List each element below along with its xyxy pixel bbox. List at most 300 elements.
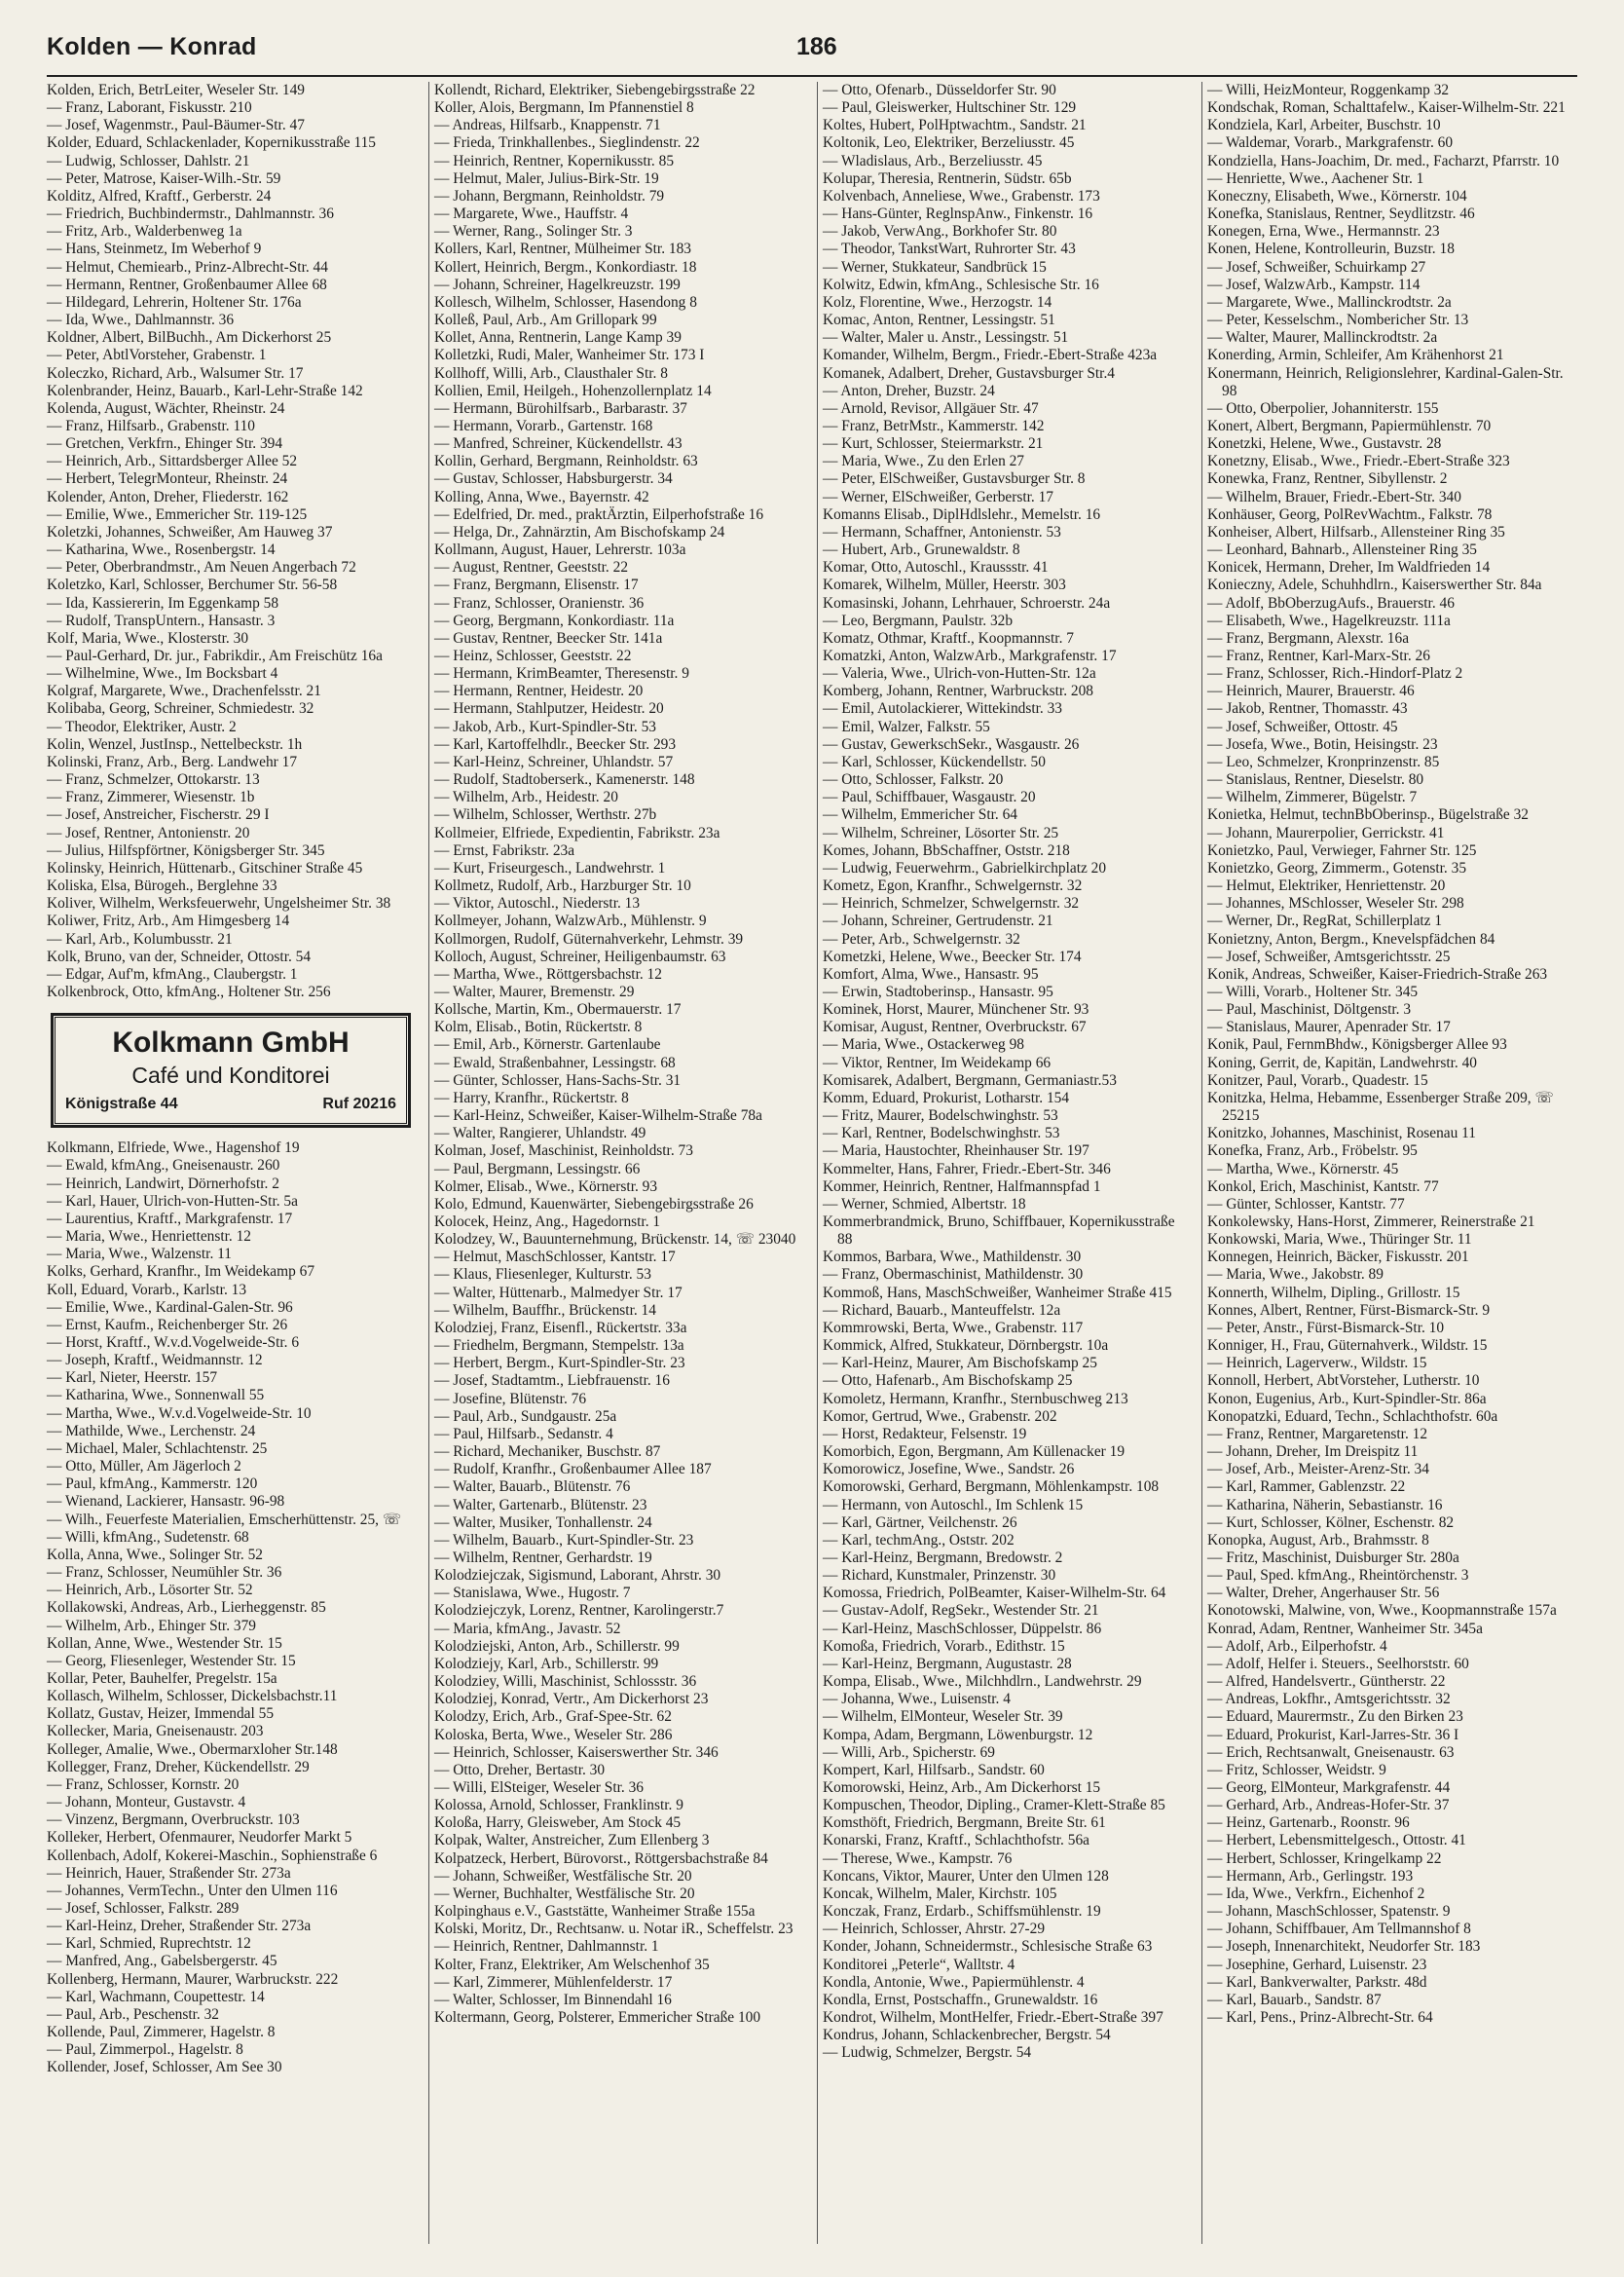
directory-entry: — Manfred, Ang., Gabelsbergerstr. 45	[47, 1953, 277, 1970]
directory-entry: — Emil, Arb., Körnerstr. Gartenlaube	[434, 1036, 661, 1054]
directory-entry: — Hubert, Arb., Grunewaldstr. 8	[823, 541, 1020, 559]
directory-entry: — Maria, Wwe., Walzenstr. 11	[47, 1246, 232, 1263]
directory-entry: — Joseph, Innenarchitekt, Neudorfer Str. 183	[1207, 1938, 1481, 1956]
directory-entry: Kolgraf, Margarete, Wwe., Drachenfelsstr. 21	[47, 683, 321, 700]
directory-entry: — Josef, Stadtamtm., Liebfrauenstr. 16	[434, 1372, 670, 1390]
directory-entry: — Hermann, Stahlputzer, Heidestr. 20	[434, 700, 664, 718]
directory-entry: Kommoß, Hans, MaschSchweißer, Wanheimer Straße 415	[823, 1284, 1172, 1301]
directory-entry: Kolden, Erich, BetrLeiter, Weseler Str. 149	[47, 82, 305, 98]
directory-entry: Komarek, Wilhelm, Müller, Heerstr. 303	[823, 577, 1066, 594]
directory-entry: — Johann, Maurerpolier, Gerrickstr. 41	[1207, 824, 1445, 841]
directory-entry: Kollan, Anne, Wwe., Westender Str. 15	[47, 1634, 282, 1652]
directory-entry: Kolpak, Walter, Anstreicher, Zum Ellenberg 3	[434, 1832, 710, 1849]
directory-entry: Kolvenbach, Anneliese, Wwe., Grabenstr. 173	[823, 187, 1100, 205]
directory-entry: Koloßa, Harry, Gleisweber, Am Stock 45	[434, 1814, 682, 1832]
directory-entry: — Therese, Wwe., Kampstr. 76	[823, 1849, 1013, 1867]
directory-entry: — Erwin, Stadtoberinsp., Hansastr. 95	[823, 983, 1053, 1000]
ad-street: Königstraße 44	[65, 1096, 178, 1113]
directory-entry: — Fritz, Maschinist, Duisburger Str. 280a	[1207, 1549, 1459, 1566]
directory-entry: Konnoll, Herbert, AbtVorsteher, Lutherstr. 10	[1207, 1372, 1480, 1390]
directory-entry: Konheiser, Albert, Hilfsarb., Allensteiner Ring 35	[1207, 523, 1505, 541]
directory-entry: Koliwer, Fritz, Arb., Am Himgesberg 14	[47, 913, 290, 930]
directory-entry: — Otto, Oberpolier, Johanniterstr. 155	[1207, 399, 1439, 417]
directory-entry: — Karl, techmAng., Oststr. 202	[823, 1531, 1015, 1549]
directory-entry: — Kurt, Schlosser, Kölner, Eschenstr. 82	[1207, 1513, 1455, 1531]
directory-entry: Koliska, Elsa, Bürogeh., Berglehne 33	[47, 877, 277, 895]
directory-entry: — Maria, Wwe., Zu den Erlen 27	[823, 453, 1024, 470]
directory-entry: — Josef, Arb., Meister-Arenz-Str. 34	[1207, 1461, 1429, 1478]
directory-entry: — Joseph, Kraftf., Weidmannstr. 12	[47, 1352, 263, 1369]
directory-entry: Kommerbrandmick, Bruno, Schiffbauer, Kopernikusstraße 88	[823, 1213, 1175, 1249]
directory-entry: — Ernst, Fabrikstr. 23a	[434, 841, 575, 859]
directory-entry: Kollmann, August, Hauer, Lehrerstr. 103a	[434, 541, 686, 559]
directory-entry: — Ewald, Straßenbahner, Lessingstr. 68	[434, 1054, 676, 1071]
directory-entry: Konditorei „Peterle“, Walltstr. 4	[823, 1956, 1015, 1973]
directory-entry: — Heinrich, Arb., Lösorter Str. 52	[47, 1582, 253, 1599]
directory-entry: — Rudolf, Kranfhr., Großenbaumer Allee 187	[434, 1461, 712, 1478]
directory-entry: Koneczny, Elisabeth, Wwe., Körnerstr. 104	[1207, 187, 1467, 205]
directory-entry: — Arnold, Revisor, Allgäuer Str. 47	[823, 399, 1039, 417]
directory-entry: — Fritz, Maurer, Bodelschwinghstr. 53	[823, 1107, 1058, 1125]
directory-entry: — Horst, Kraftf., W.v.d.Vogelweide-Str. 6	[47, 1334, 300, 1351]
directory-entry: Kolleker, Herbert, Ofenmaurer, Neudorfer Markt 5	[47, 1829, 352, 1847]
directory-entry: — Josefine, Blütenstr. 76	[434, 1390, 587, 1407]
directory-entry: — Josef, Schweißer, Amtsgerichtsstr. 25	[1207, 948, 1451, 965]
directory-entry: Konder, Johann, Schneidermstr., Schlesische Straße 63	[823, 1938, 1153, 1956]
directory-entry: — Karl, Zimmerer, Mühlenfelderstr. 17	[434, 1973, 673, 1991]
directory-entry: — Karl-Heinz, MaschSchlosser, Düppelstr. 86	[823, 1620, 1102, 1637]
directory-entry: — Karl-Heinz, Bergmann, Bredowstr. 2	[823, 1549, 1063, 1566]
directory-entry: Konitzka, Helma, Hebamme, Essenberger Straße 209, ☏ 25215	[1207, 1089, 1554, 1125]
directory-entry: — Franz, Bergmann, Alexstr. 16a	[1207, 629, 1410, 647]
directory-entry: — Martha, Wwe., Röttgersbachstr. 12	[434, 965, 662, 983]
directory-entry: — Emil, Autolackierer, Wittekindstr. 33	[823, 700, 1062, 718]
directory-entry: — Adolf, Helfer i. Steuers., Seelhorststr. 60	[1207, 1655, 1469, 1672]
directory-entry: — Martha, Wwe., W.v.d.Vogelweide-Str. 10	[47, 1404, 312, 1422]
directory-entry: Kollegger, Franz, Dreher, Kückendellstr. 29	[47, 1758, 310, 1775]
directory-entry: — Johannes, MSchlosser, Weseler Str. 298	[1207, 895, 1464, 913]
directory-entry: — Friedrich, Buchbindermstr., Dahlmannstr. 36	[47, 205, 334, 223]
directory-entry: Komorowski, Gerhard, Bergmann, Möhlenkampstr. 108	[823, 1478, 1160, 1496]
directory-entry: — Karl-Heinz, Bergmann, Augustastr. 28	[823, 1655, 1072, 1672]
directory-entry: Konewka, Franz, Rentner, Sibyllenstr. 2	[1207, 470, 1448, 488]
directory-entry: — Karl, Schmied, Ruprechtstr. 12	[47, 1935, 251, 1953]
directory-entry: Konermann, Heinrich, Religionslehrer, Kardinal-Galen-Str. 98	[1207, 364, 1564, 399]
directory-entry: — Josef, Schweißer, Schuirkamp 27	[1207, 258, 1426, 276]
page-number: 186	[796, 33, 837, 60]
directory-entry: — Leo, Bergmann, Paulstr. 32b	[823, 612, 1014, 629]
ad-phone: Ruf 20216	[322, 1096, 396, 1113]
directory-entry: — Josephine, Gerhard, Luisenstr. 23	[1207, 1956, 1427, 1973]
directory-entry: Kollendt, Richard, Elektriker, Siebengebirgsstraße 22	[434, 82, 756, 98]
directory-entry: — Herbert, Lebensmittelgesch., Ottostr. 41	[1207, 1832, 1466, 1849]
directory-entry: Kollakowski, Andreas, Arb., Lierheggenstr. 85	[47, 1599, 326, 1617]
directory-entry: — Heinrich, Hauer, Straßender Str. 273a	[47, 1864, 291, 1882]
directory-entry: — Hermann, Bürohilfsarb., Barbarastr. 37	[434, 399, 687, 417]
directory-entry: — Gustav-Adolf, RegSekr., Westender Str. 21	[823, 1602, 1099, 1620]
directory-entry: — Gerhard, Arb., Andreas-Hofer-Str. 37	[1207, 1797, 1450, 1814]
directory-entry: Komar, Otto, Autoschl., Kraussstr. 41	[823, 559, 1049, 577]
directory-entry: Kolletzki, Rudi, Maler, Wanheimer Str. 173 I	[434, 347, 705, 364]
directory-entry: Konopatzki, Eduard, Techn., Schlachthofstr. 60a	[1207, 1407, 1498, 1425]
directory-entry: Kolleger, Amalie, Wwe., Obermarxloher Str.148	[47, 1740, 338, 1758]
directory-entry: Kollasch, Wilhelm, Schlosser, Dickelsbachstr.11	[47, 1688, 338, 1705]
directory-entry: — Michael, Maler, Schlachtenstr. 25	[47, 1439, 268, 1457]
directory-entry: — Walter, Maurer, Mallinckrodtstr. 2a	[1207, 329, 1438, 347]
directory-entry: Kolling, Anna, Wwe., Bayernstr. 42	[434, 488, 649, 505]
directory-entry: — Peter, ElSchweißer, Gustavsburger Str. 8	[823, 470, 1086, 488]
directory-entry: — Otto, Hafenarb., Am Bischofskamp 25	[823, 1372, 1073, 1390]
directory-entry: — Peter, AbtlVorsteher, Grabenstr. 1	[47, 347, 267, 364]
directory-entry: Kolkmann, Elfriede, Wwe., Hagenshof 19	[47, 1139, 300, 1157]
directory-entry: Komfort, Alma, Wwe., Hansastr. 95	[823, 965, 1039, 983]
directory-entry: Konopka, August, Arb., Brahmsstr. 8	[1207, 1531, 1429, 1549]
directory-entry: Konhäuser, Georg, PolRevWachtm., Falkstr. 78	[1207, 505, 1493, 523]
directory-entry: — Henriette, Wwe., Aachener Str. 1	[1207, 169, 1424, 187]
directory-entry: — Karl, Nieter, Heerstr. 157	[47, 1369, 218, 1387]
directory-entry: — Ludwig, Schlosser, Dahlstr. 21	[47, 152, 250, 169]
directory-entry: Kolibaba, Georg, Schreiner, Schmiedestr. 32	[47, 700, 314, 718]
directory-entry: Kollender, Josef, Schlosser, Am See 30	[47, 2059, 282, 2076]
directory-entry: — Klaus, Fliesenleger, Kulturstr. 53	[434, 1266, 651, 1284]
directory-entry: — Ewald, kfmAng., Gneisenaustr. 260	[47, 1157, 280, 1175]
directory-entry: Koller, Alois, Bergmann, Im Pfannenstiel 8	[434, 99, 694, 117]
directory-entry: Kollende, Paul, Zimmerer, Hagelstr. 8	[47, 2024, 276, 2041]
directory-entry: — Valeria, Wwe., Ulrich-von-Hutten-Str. 12a	[823, 665, 1096, 683]
directory-entry: Koning, Gerrit, de, Kapitän, Landwehrstr. 40	[1207, 1054, 1477, 1071]
directory-entry: — Julius, Hilfspförtner, Königsberger Str. 345	[47, 841, 325, 859]
directory-entry: — Willi, Vorarb., Holtener Str. 345	[1207, 983, 1419, 1000]
directory-entry: — Frieda, Trinkhallenbes., Sieglindenstr. 22	[434, 134, 700, 152]
directory-entry: Kolman, Josef, Maschinist, Reinholdstr. 73	[434, 1142, 693, 1160]
directory-entry: — Herbert, Bergm., Kurt-Spindler-Str. 23	[434, 1355, 685, 1372]
directory-entry: Koltes, Hubert, PolHptwachtm., Sandstr. 21	[823, 117, 1087, 134]
directory-entry: — Maria, Wwe., Henriettenstr. 12	[47, 1228, 251, 1246]
directory-entry: — Wilhelm, Schlosser, Werthstr. 27b	[434, 806, 657, 824]
directory-entry: Kommer, Heinrich, Rentner, Halfmannspfad 1	[823, 1177, 1101, 1195]
directory-entry: Kominek, Horst, Maurer, Münchener Str. 93	[823, 1001, 1089, 1019]
directory-entry: Kollmeier, Elfriede, Expedientin, Fabrikstr. 23a	[434, 824, 720, 841]
directory-entry: Kollsche, Martin, Km., Obermauerstr. 17	[434, 1001, 682, 1019]
directory-entry: — Edelfried, Dr. med., praktÄrztin, Eilperhofstraße 16	[434, 505, 764, 523]
directory-entry: — Hermann, KrimBeamter, Theresenstr. 9	[434, 665, 689, 683]
directory-entry: Kolditz, Alfred, Kraftf., Gerberstr. 24	[47, 187, 272, 205]
directory-entry: — Emilie, Wwe., Kardinal-Galen-Str. 96	[47, 1298, 293, 1316]
directory-entry: — Hermann, von Autoschl., Im Schlenk 15	[823, 1496, 1084, 1513]
directory-entry: — Richard, Bauarb., Manteuffelstr. 12a	[823, 1301, 1061, 1319]
directory-entry: Konicek, Hermann, Dreher, Im Waldfrieden 14	[1207, 559, 1491, 577]
directory-entry: — Alfred, Handelsvertr., Güntherstr. 22	[1207, 1673, 1446, 1691]
directory-entry: Kolodzey, W., Bauunternehmung, Brückenstr. 14, ☏ 23040	[434, 1231, 796, 1249]
directory-entry: Konietka, Helmut, technBbOberinsp., Bügelstraße 32	[1207, 806, 1529, 824]
directory-entry: — Viktor, Rentner, Im Weidekamp 66	[823, 1054, 1052, 1071]
directory-entry: Kolodzy, Erich, Arb., Graf-Spee-Str. 62	[434, 1708, 672, 1726]
directory-entry: Kollin, Gerhard, Bergmann, Reinholdstr. 63	[434, 453, 698, 470]
directory-entry: — Franz, Schmelzer, Ottokarstr. 13	[47, 771, 260, 789]
directory-entry: — Wilhelm, ElMonteur, Weseler Str. 39	[823, 1708, 1063, 1726]
directory-entry: — Franz, Rentner, Karl-Marx-Str. 26	[1207, 648, 1430, 664]
directory-entry: — Theodor, Elektriker, Austr. 2	[47, 718, 237, 735]
directory-entry: — Walter, Bauarb., Blütenstr. 76	[434, 1478, 631, 1496]
directory-entry: — Johann, Monteur, Gustavstr. 4	[47, 1794, 246, 1811]
directory-entry: — Willi, kfmAng., Sudetenstr. 68	[47, 1528, 249, 1546]
directory-entry: — Gustav, Schlosser, Habsburgerstr. 34	[434, 470, 673, 488]
directory-entry: — Otto, Dreher, Bertastr. 30	[434, 1761, 606, 1778]
directory-entry: — Paul, Zimmerpol., Hagelstr. 8	[47, 2041, 243, 2059]
directory-entry: — Werner, Schmied, Albertstr. 18	[823, 1195, 1026, 1213]
directory-entry: — Franz, Zimmerer, Wiesenstr. 1b	[47, 789, 255, 806]
directory-entry: — Wilhelm, Schreiner, Lösorter Str. 25	[823, 824, 1059, 841]
directory-entry: Konik, Paul, FernmBhdw., Königsberger Allee 93	[1207, 1036, 1507, 1054]
directory-column-3	[823, 82, 1193, 2063]
directory-entry: Kondschak, Roman, Schalttafelw., Kaiser-Wilhelm-Str. 221	[1207, 99, 1566, 117]
directory-entry: — Hermann, Vorarb., Gartenstr. 168	[434, 417, 653, 434]
directory-entry: Kolm, Elisab., Botin, Rückertstr. 8	[434, 1019, 643, 1036]
directory-entry: Kollecker, Maria, Gneisenaustr. 203	[47, 1723, 264, 1740]
directory-entry: — Gretchen, Verkfrn., Ehinger Str. 394	[47, 435, 283, 453]
directory-entry: — Hans-Günter, ReglnspAnw., Finkenstr. 16	[823, 205, 1093, 223]
directory-entry: — Karl, Bankverwalter, Parkstr. 48d	[1207, 1973, 1427, 1991]
directory-entry: Komoßa, Friedrich, Vorarb., Edithstr. 15	[823, 1637, 1065, 1655]
directory-entry: Kolk, Bruno, van der, Schneider, Ottostr. 54	[47, 948, 312, 965]
directory-entry: Konnegen, Heinrich, Bäcker, Fiskusstr. 201	[1207, 1249, 1469, 1266]
directory-entry: Kolski, Moritz, Dr., Rechtsanw. u. Notar iR., Scheffelstr. 23	[434, 1921, 794, 1938]
directory-entry: — Hans, Steinmetz, Im Weberhof 9	[47, 241, 262, 258]
directory-entry: — Margarete, Wwe., Hauffstr. 4	[434, 205, 629, 223]
directory-entry: — Ludwig, Schmelzer, Bergstr. 54	[823, 2044, 1032, 2062]
header-rule	[47, 75, 1577, 77]
directory-entry: — Paul, Hilfsarb., Sedanstr. 4	[434, 1425, 613, 1442]
directory-entry: — Helmut, Chemiearb., Prinz-Albrecht-Str. 44	[47, 258, 328, 276]
directory-entry: Komorbich, Egon, Bergmann, Am Küllenacker 19	[823, 1443, 1126, 1461]
directory-entry: Kolwitz, Edwin, kfmAng., Schlesische Str. 16	[823, 276, 1099, 293]
directory-entry: — Wilhelm, Bauffhr., Brückenstr. 14	[434, 1301, 656, 1319]
directory-entry: — Leo, Schmelzer, Kronprinzenstr. 85	[1207, 753, 1440, 770]
directory-entry: Kolupar, Theresia, Rentnerin, Südstr. 65b	[823, 169, 1072, 187]
directory-entry: — Emilie, Wwe., Emmericher Str. 119-125	[47, 505, 308, 523]
directory-entry: Kolinski, Franz, Arb., Berg. Landwehr 17	[47, 753, 298, 770]
directory-entry: Kometzki, Helene, Wwe., Beecker Str. 174	[823, 948, 1082, 965]
directory-entry: — Paul, Gleiswerker, Hultschiner Str. 129	[823, 99, 1077, 117]
directory-entry: — Walter, Musiker, Tonhallenstr. 24	[434, 1513, 652, 1531]
directory-entry: Kolpinghaus e.V., Gaststätte, Wanheimer Straße 155a	[434, 1903, 756, 1921]
directory-entry: — August, Rentner, Geeststr. 22	[434, 559, 629, 577]
directory-entry: — Franz, BetrMstr., Kammerstr. 142	[823, 417, 1045, 434]
directory-entry: — Katharina, Wwe., Sonnenwall 55	[47, 1387, 265, 1404]
directory-entry: — Josef, Schweißer, Ottostr. 45	[1207, 718, 1398, 735]
directory-entry: — Hermann, Rentner, Großenbaumer Allee 68	[47, 276, 327, 293]
directory-entry: Kollien, Emil, Heilgeh., Hohenzollernplatz 14	[434, 382, 712, 399]
directory-entry: — Willi, ElSteiger, Weseler Str. 36	[434, 1779, 644, 1796]
directory-entry: Konietzko, Paul, Verwieger, Fahrner Str. 125	[1207, 841, 1477, 859]
directory-entry: — Erich, Rechtsanwalt, Gneisenaustr. 63	[1207, 1743, 1455, 1761]
directory-entry: — Gustav, Rentner, Beecker Str. 141a	[434, 629, 663, 647]
directory-entry: Komossa, Friedrich, PolBeamter, Kaiser-Wilhelm-Str. 64	[823, 1585, 1166, 1602]
directory-entry: — Eduard, Maurermstr., Zu den Birken 23	[1207, 1708, 1463, 1726]
directory-entry: — Georg, Bergmann, Konkordiastr. 11a	[434, 612, 675, 629]
directory-entry: — Peter, Kesselschm., Nombericher Str. 13	[1207, 312, 1469, 329]
directory-entry: Komberg, Johann, Rentner, Warbruckstr. 208	[823, 683, 1093, 700]
directory-entry: Kolder, Eduard, Schlackenlader, Kopernikusstraße 115	[47, 134, 376, 152]
column-divider	[1201, 82, 1202, 2244]
directory-entry: — Kurt, Friseurgesch., Landwehrstr. 1	[434, 859, 666, 877]
directory-entry: — Karl, Pens., Prinz-Albrecht-Str. 64	[1207, 2009, 1433, 2027]
directory-entry: — Maria, kfmAng., Javastr. 52	[434, 1620, 621, 1637]
directory-entry: Komsthöft, Friedrich, Bergmann, Breite Str. 61	[823, 1814, 1106, 1832]
directory-entry: — Hermann, Schaffner, Antonienstr. 53	[823, 523, 1061, 541]
directory-entry: — Johann, Dreher, Im Dreispitz 11	[1207, 1443, 1419, 1461]
directory-entry: — Wilhelm, Brauer, Friedr.-Ebert-Str. 340	[1207, 488, 1461, 505]
directory-entry: — Karl, Wachmann, Coupettestr. 14	[47, 1988, 265, 2005]
ad-footer	[59, 1096, 402, 1113]
directory-entry: Kolodziejczak, Sigismund, Laborant, Ahrstr. 30	[434, 1567, 721, 1585]
directory-entry: Komoletz, Hermann, Kranfhr., Sternbuschweg 213	[823, 1390, 1128, 1407]
directory-entry: — Wladislaus, Arb., Berzeliusstr. 45	[823, 152, 1043, 169]
directory-entry: — Paul, Bergmann, Lessingstr. 66	[434, 1160, 641, 1177]
directory-entry: Konitzko, Johannes, Maschinist, Rosenau 11	[1207, 1125, 1477, 1142]
directory-entry: — Eduard, Prokurist, Karl-Jarres-Str. 36 I	[1207, 1726, 1459, 1743]
directory-entry: — Walter, Rangierer, Uhlandstr. 49	[434, 1125, 646, 1142]
directory-entry: Kolodziejczyk, Lorenz, Rentner, Karolingerstr.7	[434, 1602, 724, 1620]
directory-entry: — Johann, Schiffbauer, Am Tellmannshof 8	[1207, 1921, 1471, 1938]
directory-entry: — Wilhelm, Rentner, Gerhardstr. 19	[434, 1549, 652, 1566]
directory-entry: — Willi, Arb., Spicherstr. 69	[823, 1743, 995, 1761]
directory-entry: — Franz, Schlosser, Kornstr. 20	[47, 1775, 240, 1793]
directory-entry: — Otto, Schlosser, Falkstr. 20	[823, 771, 1004, 789]
directory-entry: — Werner, ElSchweißer, Gerberstr. 17	[823, 488, 1054, 505]
directory-entry: Komisar, August, Rentner, Overbruckstr. 67	[823, 1019, 1087, 1036]
directory-entry: — Wilhelm, Emmericher Str. 64	[823, 806, 1017, 824]
directory-entry: — Ernst, Kaufm., Reichenberger Str. 26	[47, 1316, 288, 1333]
directory-entry: — Werner, Dr., RegRat, Schillerplatz 1	[1207, 913, 1443, 930]
directory-entry: — Fritz, Schlosser, Weidstr. 9	[1207, 1761, 1386, 1778]
directory-entry: — Werner, Buchhalter, Westfälische Str. 20	[434, 1885, 695, 1902]
directory-entry: — Helmut, Maler, Julius-Birk-Str. 19	[434, 169, 659, 187]
directory-entry: Kolin, Wenzel, JustInsp., Nettelbeckstr. 1h	[47, 735, 303, 753]
directory-entry: Komm, Eduard, Prokurist, Lotharstr. 154	[823, 1089, 1070, 1106]
directory-entry: Konert, Albert, Bergmann, Papiermühlenstr. 70	[1207, 417, 1492, 434]
directory-entry: Kometz, Egon, Kranfhr., Schwelgernstr. 32	[823, 877, 1083, 895]
directory-entry: — Mathilde, Wwe., Lerchenstr. 24	[47, 1422, 256, 1439]
directory-entry: Konefka, Franz, Arb., Fröbelstr. 95	[1207, 1142, 1418, 1160]
advertisement-box	[51, 1013, 411, 1128]
directory-entry: — Karl, Rammer, Gablenzstr. 22	[1207, 1478, 1406, 1496]
directory-entry: — Helmut, MaschSchlosser, Kantstr. 17	[434, 1249, 676, 1266]
directory-entry: Konotowski, Malwine, von, Wwe., Koopmannstraße 157a	[1207, 1602, 1557, 1620]
directory-entry: — Franz, Bergmann, Elisenstr. 17	[434, 577, 639, 594]
directory-entry: Koncans, Viktor, Maurer, Unter den Ulmen 128	[823, 1867, 1109, 1885]
directory-entry: — Otto, Müller, Am Jägerloch 2	[47, 1458, 241, 1475]
directory-entry: — Franz, Obermaschinist, Mathildenstr. 30	[823, 1266, 1084, 1284]
directory-entry: — Margarete, Wwe., Mallinckrodtstr. 2a	[1207, 293, 1452, 311]
directory-entry: — Richard, Mechaniker, Buschstr. 87	[434, 1443, 661, 1461]
directory-column-4	[1207, 82, 1577, 2027]
directory-entry: — Josef, WalzwArb., Kampstr. 114	[1207, 276, 1421, 293]
directory-entry: — Adolf, Arb., Eilperhofstr. 4	[1207, 1637, 1387, 1655]
directory-entry: Konetzki, Helene, Wwe., Gustavstr. 28	[1207, 435, 1442, 453]
directory-entry: — Karl-Heinz, Maurer, Am Bischofskamp 25	[823, 1355, 1097, 1372]
directory-entry: — Emil, Walzer, Falkstr. 55	[823, 718, 990, 735]
directory-entry: Kolodziey, Willi, Maschinist, Schlossstr. 36	[434, 1673, 697, 1691]
directory-entry: — Helga, Dr., Zahnärztin, Am Bischofskamp 24	[434, 523, 725, 541]
directory-entry: Kollmeyer, Johann, WalzwArb., Mühlenstr. 9	[434, 913, 707, 930]
directory-entry: Kolo, Edmund, Kauenwärter, Siebengebirgsstraße 26	[434, 1195, 754, 1213]
directory-entry: — Heinrich, Arb., Sittardsberger Allee 52	[47, 453, 298, 470]
directory-entry: Kolpatzeck, Herbert, Bürovorst., Röttgersbachstraße 84	[434, 1849, 768, 1867]
directory-entry: — Helmut, Elektriker, Henriettenstr. 20	[1207, 877, 1446, 895]
directory-entry: — Hermann, Rentner, Heidestr. 20	[434, 683, 644, 700]
directory-entry: Komorowicz, Josefine, Wwe., Sandstr. 26	[823, 1461, 1075, 1478]
directory-entry: — Günter, Schlosser, Kantstr. 77	[1207, 1195, 1405, 1213]
directory-entry: — Johanna, Wwe., Luisenstr. 4	[823, 1691, 1011, 1708]
directory-entry: Kolinsky, Heinrich, Hüttenarb., Gitschiner Straße 45	[47, 859, 363, 877]
directory-entry: — Ida, Kassiererin, Im Eggenkamp 58	[47, 594, 279, 612]
directory-entry: — Walter, Maurer, Bremenstr. 29	[434, 983, 635, 1000]
directory-entry: Kolodziejski, Anton, Arb., Schillerstr. 99	[434, 1637, 680, 1655]
directory-entry: — Jakob, Arb., Kurt-Spindler-Str. 53	[434, 718, 656, 735]
directory-entry: — Horst, Redakteur, Felsenstr. 19	[823, 1425, 1027, 1442]
ad-company-name: Kolkmann GmbH	[112, 1027, 350, 1060]
directory-entry: — Jakob, VerwAng., Borkhofer Str. 80	[823, 223, 1057, 241]
directory-entry: — Wilhelmine, Wwe., Im Bocksbart 4	[47, 665, 278, 683]
directory-entry: — Harry, Kranfhr., Rückertstr. 8	[434, 1089, 629, 1106]
directory-entry: — Stanislawa, Wwe., Hugostr. 7	[434, 1585, 631, 1602]
directory-entry: — Karl-Heinz, Schweißer, Kaiser-Wilhelm-Straße 78a	[434, 1107, 762, 1125]
directory-entry: — Georg, ElMonteur, Markgrafenstr. 44	[1207, 1779, 1451, 1796]
directory-entry: Komanek, Adalbert, Dreher, Gustavsburger Str.4	[823, 364, 1116, 382]
directory-entry: — Hildegard, Lehrerin, Holtener Str. 176a	[47, 293, 302, 311]
directory-entry: — Heinrich, Schlosser, Kaiserswerther Str. 346	[434, 1743, 719, 1761]
running-head: Kolden — Konrad	[47, 33, 257, 60]
directory-entry: Kolleß, Paul, Arb., Am Grillopark 99	[434, 312, 657, 329]
directory-entry: — Otto, Ofenarb., Düsseldorfer Str. 90	[823, 82, 1056, 98]
directory-entry: Kolocek, Heinz, Ang., Hagedornstr. 1	[434, 1213, 661, 1230]
directory-entry: — Viktor, Autoschl., Niederstr. 13	[434, 895, 641, 913]
directory-entry: — Vinzenz, Bergmann, Overbruckstr. 103	[47, 1811, 300, 1829]
directory-entry: — Manfred, Schreiner, Kückendellstr. 43	[434, 435, 683, 453]
column-divider	[428, 82, 429, 2244]
directory-entry: Kollesch, Wilhelm, Schlosser, Hasendong 8	[434, 293, 697, 311]
directory-entry: — Karl, Kartoffelhdlr., Beecker Str. 293	[434, 735, 677, 753]
directory-entry: — Johann, Schreiner, Hagelkreuzstr. 199	[434, 276, 681, 293]
directory-entry: Komatz, Othmar, Kraftf., Koopmannstr. 7	[823, 629, 1074, 647]
directory-entry: Koltonik, Leo, Elektriker, Berzeliusstr. 45	[823, 134, 1075, 152]
directory-entry: Komanns Elisab., DiplHdlslehr., Memelstr. 16	[823, 505, 1101, 523]
directory-entry: Kolter, Franz, Elektriker, Am Welschenhof 35	[434, 1956, 710, 1973]
directory-entry: — Ida, Wwe., Dahlmannstr. 36	[47, 312, 235, 329]
directory-entry: — Walter, Maler u. Anstr., Lessingstr. 51	[823, 329, 1069, 347]
directory-entry: Kollmorgen, Rudolf, Güternahverkehr, Lehmstr. 39	[434, 930, 744, 948]
directory-entry: — Laurentius, Kraftf., Markgrafenstr. 17	[47, 1210, 293, 1227]
directory-entry: Kolla, Anna, Wwe., Solinger Str. 52	[47, 1546, 264, 1563]
directory-entry: Kolossa, Arnold, Schlosser, Franklinstr. 9	[434, 1797, 683, 1814]
directory-entry: Konietzny, Anton, Bergm., Knevelspfädchen 84	[1207, 930, 1495, 948]
directory-entry: Kolmer, Elisab., Wwe., Körnerstr. 93	[434, 1177, 658, 1195]
directory-entry: — Hermann, Arb., Gerlingstr. 193	[1207, 1867, 1414, 1885]
directory-entry: Konkol, Erich, Maschinist, Kantstr. 77	[1207, 1177, 1439, 1195]
directory-entry: — Paul, kfmAng., Kammerstr. 120	[47, 1475, 258, 1493]
page-header	[47, 29, 1577, 74]
directory-entry: Komatzki, Anton, WalzwArb., Markgrafenstr. 17	[823, 648, 1117, 664]
directory-entry: — Heinrich, Rentner, Dahlmannstr. 1	[434, 1938, 659, 1956]
directory-entry: — Johann, Schreiner, Gertrudenstr. 21	[823, 913, 1053, 930]
directory-entry: — Katharina, Wwe., Rosenbergstr. 14	[47, 541, 276, 559]
directory-entry: — Rudolf, TranspUntern., Hansastr. 3	[47, 612, 276, 629]
directory-entry: Konieczny, Adele, Schuhhdlrn., Kaiserswerther Str. 84a	[1207, 577, 1542, 594]
directory-entry: — Johannes, VermTechn., Unter den Ulmen 116	[47, 1882, 338, 1899]
directory-entry: — Josefa, Wwe., Botin, Heisingstr. 23	[1207, 735, 1438, 753]
directory-entry: — Wilhelm, Zimmerer, Bügelstr. 7	[1207, 789, 1418, 806]
